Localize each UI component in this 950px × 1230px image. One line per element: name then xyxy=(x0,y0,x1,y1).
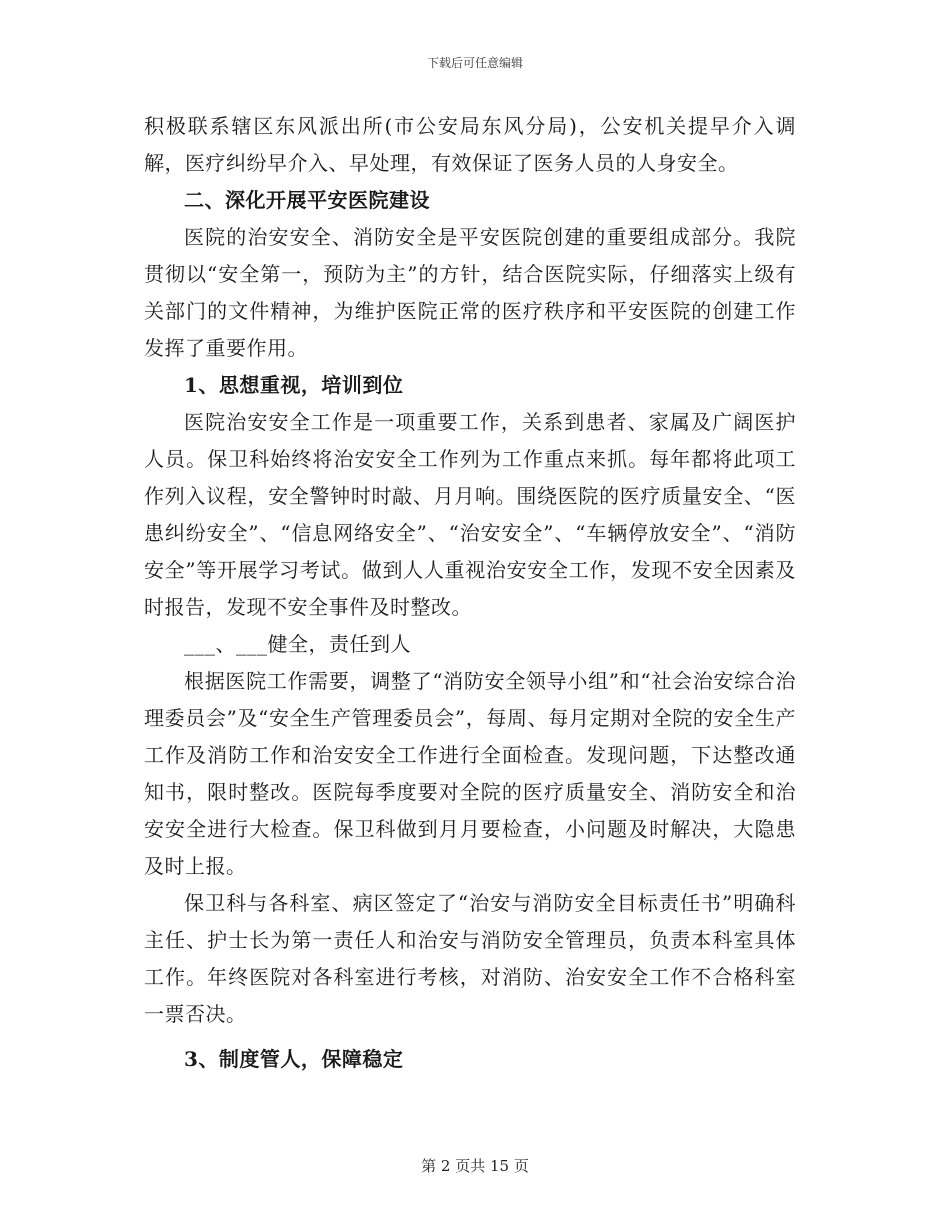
paragraph-safety-overview: 医院的治安安全、消防安全是平安医院创建的重要组成部分。我院贯彻以“安全第一，预防为主”的方针，结合医院实际，仔细落实上级有关部门的文件精神，为维护医院正常的医疗秩序和平安医院的创建工作发挥了重要作用。 xyxy=(144,225,796,360)
paragraph-training: 医院治安安全工作是一项重要工作，关系到患者、家属及广阔医护人员。保卫科始终将治安安全工作列为工作重点来抓。每年都将此项工作列入议程，安全警钟时时敲、月月响。围绕医院的医疗质量安全、“医患纠纷安全”、“信息网络安全”、“治安安全”、“车辆停放安全”、“消防安全”等开展学习考试。做到人人重视治安安全工作，发现不安全因素及时报告，发现不安全事件及时整改。 xyxy=(144,410,796,619)
subheading-1: 1、思想重视，培训到位 xyxy=(184,373,404,397)
subheading-2: ___、___健全，责任到人 xyxy=(184,632,411,656)
page-footer: 第 2 页共 15 页 xyxy=(421,1157,529,1175)
page-header: 下载后可任意编辑 xyxy=(426,56,523,70)
document-body xyxy=(144,108,796,1078)
paragraph-responsibility: 保卫科与各科室、病区签定了“治安与消防安全目标责任书”明确科主任、护士长为第一责任人和治安与消防安全管理员，负责本科室具体工作。年终医院对各科室进行考核，对消防、治安安全工作不合格科室一票否决。 xyxy=(144,891,796,1026)
section-heading-2: 二、深化开展平安医院建设 xyxy=(184,188,430,212)
paragraph-committees: 根据医院工作需要，调整了“消防安全领导小组”和“社会治安综合治理委员会”及“安全生产管理委员会”，每周、每月定期对全院的安全生产工作及消防工作和治安安全工作进行全面检查。发现问题，下达整改通知书，限时整改。医院每季度要对全院的医疗质量安全、消防安全和治安安全进行大检查。保卫科做到月月要检查，小问题及时解决，大隐患及时上报。 xyxy=(144,669,796,878)
paragraph-intro: 积极联系辖区东风派出所(市公安局东风分局)，公安机关提早介入调解，医疗纠纷早介入、早处理，有效保证了医务人员的人身安全。 xyxy=(144,114,796,175)
subheading-3: 3、制度管人，保障稳定 xyxy=(184,1047,404,1071)
